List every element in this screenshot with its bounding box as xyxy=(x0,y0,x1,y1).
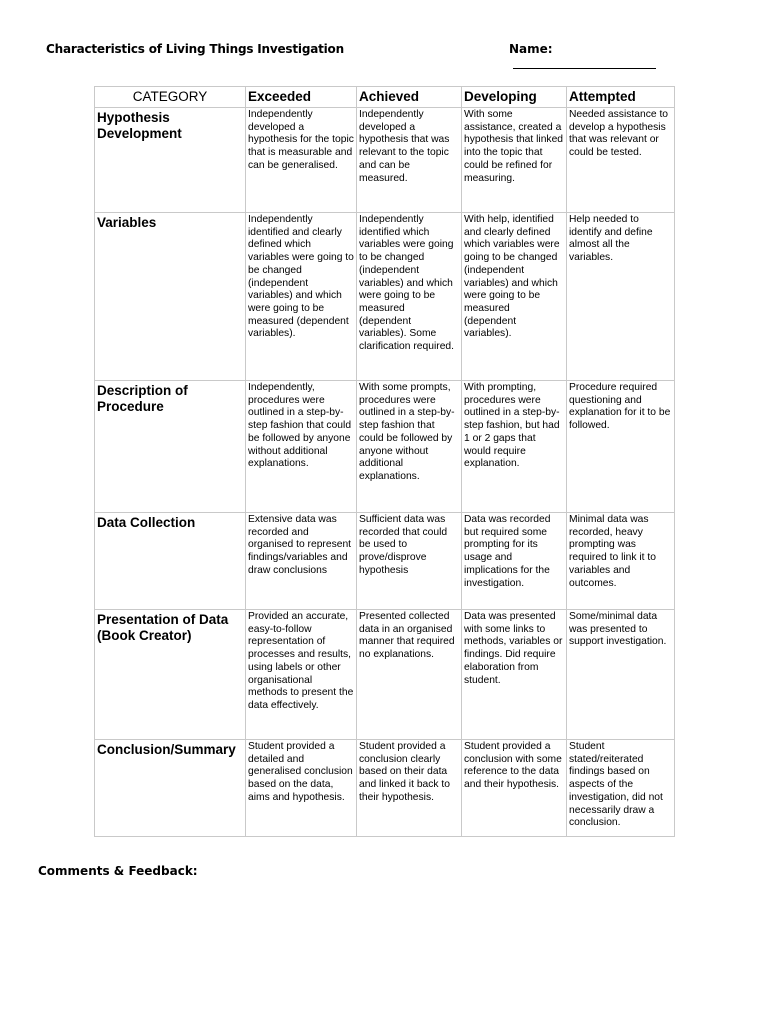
rubric-cell-attempted: Needed assistance to develop a hypothesis that was relevant or could be tested. xyxy=(567,108,675,213)
name-label: Name: xyxy=(509,42,553,56)
rubric-cell-developing: With some assistance, created a hypothesis that linked into the topic that could be refined for measuring. xyxy=(462,108,567,213)
rubric-row-presentation xyxy=(95,610,675,740)
rubric-cell-exceeded: Provided an accurate, easy-to-follow representation of processes and results, using labels or other organisational methods to present the data effectively. xyxy=(246,610,357,740)
rubric-cell-exceeded: Student provided a detailed and generalised conclusion based on the data, aims and hypothesis. xyxy=(246,740,357,837)
rubric-table xyxy=(94,86,675,837)
rubric-cell-achieved: With some prompts, procedures were outlined in a step-by-step fashion that could be followed by anyone without additional explanations. xyxy=(357,381,462,513)
name-blank-line xyxy=(513,56,656,69)
rubric-row-conclusion xyxy=(95,740,675,837)
rubric-row-procedure xyxy=(95,381,675,513)
rubric-cell-developing: With help, identified and clearly defined which variables were going to be changed (independent variables) and which were going to be measured (dependent variables). xyxy=(462,213,567,381)
row-category: Variables xyxy=(95,213,246,381)
rubric-cell-exceeded: Independently, procedures were outlined in a step-by-step fashion that could be followed by anyone without additional explanations. xyxy=(246,381,357,513)
rubric-row-variables xyxy=(95,213,675,381)
rubric-cell-attempted: Help needed to identify and define almost all the variables. xyxy=(567,213,675,381)
rubric-cell-developing: Student provided a conclusion with some reference to the data and their hypothesis. xyxy=(462,740,567,837)
rubric-cell-exceeded: Independently developed a hypothesis for the topic that is measurable and can be generalised. xyxy=(246,108,357,213)
rubric-cell-achieved: Sufficient data was recorded that could be used to prove/disprove hypothesis xyxy=(357,513,462,610)
rubric-cell-achieved: Student provided a conclusion clearly based on their data and linked it back to their hypothesis. xyxy=(357,740,462,837)
rubric-cell-attempted: Some/minimal data was presented to support investigation. xyxy=(567,610,675,740)
rubric-cell-exceeded: Extensive data was recorded and organised to represent findings/variables and draw conclusions xyxy=(246,513,357,610)
rubric-cell-developing: With prompting, procedures were outlined in a step-by-step fashion, but had 1 or 2 gaps that would require explanation. xyxy=(462,381,567,513)
rubric-cell-developing: Data was presented with some links to methods, variables or findings. Did require elaboration from student. xyxy=(462,610,567,740)
rubric-row-hypothesis xyxy=(95,108,675,213)
rubric-cell-achieved: Presented collected data in an organised manner that required no explanations. xyxy=(357,610,462,740)
document-header xyxy=(46,42,696,62)
comments-feedback-label: Comments & Feedback: xyxy=(38,864,198,878)
document-title: Characteristics of Living Things Investigation xyxy=(46,42,344,56)
rubric-cell-developing: Data was recorded but required some prompting for its usage and implications for the investigation. xyxy=(462,513,567,610)
rubric-cell-attempted: Minimal data was recorded, heavy prompting was required to link it to variables and outcomes. xyxy=(567,513,675,610)
header-achieved: Achieved xyxy=(357,87,462,108)
name-field xyxy=(509,42,696,72)
row-category: Data Collection xyxy=(95,513,246,610)
rubric-row-data-collection xyxy=(95,513,675,610)
row-category: Hypothesis Development xyxy=(95,108,246,213)
header-attempted: Attempted xyxy=(567,87,675,108)
rubric-cell-exceeded: Independently identified and clearly defined which variables were going to be changed (independent variables) and which were going to be measured (dependent variables). xyxy=(246,213,357,381)
rubric-cell-achieved: Independently developed a hypothesis that was relevant to the topic and can be measured. xyxy=(357,108,462,213)
row-category: Presentation of Data (Book Creator) xyxy=(95,610,246,740)
rubric-cell-attempted: Student stated/reiterated findings based on aspects of the investigation, did not necessarily draw a conclusion. xyxy=(567,740,675,837)
header-category: CATEGORY xyxy=(95,87,246,108)
rubric-header-row xyxy=(95,87,675,108)
row-category: Description of Procedure xyxy=(95,381,246,513)
rubric-cell-attempted: Procedure required questioning and explanation for it to be followed. xyxy=(567,381,675,513)
row-category: Conclusion/Summary xyxy=(95,740,246,837)
header-developing: Developing xyxy=(462,87,567,108)
rubric-cell-achieved: Independently identified which variables were going to be changed (independent variables) and which were going to be measured (dependent variables). Some clarification required. xyxy=(357,213,462,381)
header-exceeded: Exceeded xyxy=(246,87,357,108)
